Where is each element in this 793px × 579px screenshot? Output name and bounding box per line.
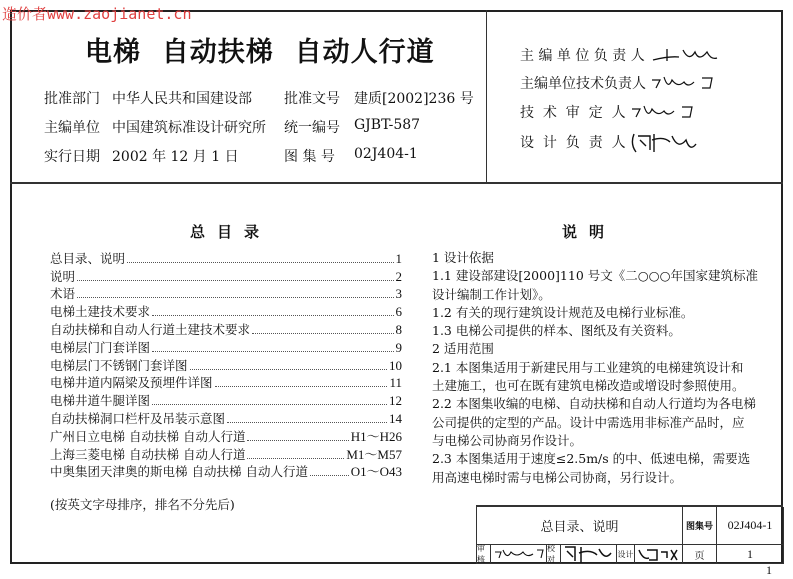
toc-item-page: 11 [389, 375, 402, 391]
toc-item-label: 电梯层门门套详图 [50, 339, 151, 355]
toc-item-page: 12 [389, 393, 402, 409]
signatory-row [520, 101, 700, 123]
dot-leader [215, 386, 388, 387]
header-divider [10, 182, 783, 184]
dot-leader [227, 422, 387, 423]
toc-item-page: 2 [395, 268, 402, 284]
signature-icon [493, 546, 545, 562]
header-vertical-divider [486, 10, 487, 183]
meta-value: 中国建筑标准设计研究所 [112, 120, 266, 136]
explanation-line: 公司提供的定型的产品。设计中需选用非标准产品时，应 [432, 414, 745, 430]
toc-item [50, 463, 402, 481]
toc-item-page: 14 [389, 410, 402, 426]
toc-item-page: 6 [395, 304, 402, 320]
signatory-role: 设 计 负 责 人 [520, 135, 626, 151]
toc-item [50, 445, 402, 463]
toc-item-page: 10 [389, 357, 402, 373]
explanation-heading: 说明 [562, 223, 617, 241]
explanation-line: 设计编制工作计划》。 [432, 286, 551, 302]
meta-value: GJBT-587 [354, 117, 421, 133]
meta-label: 实行日期 [44, 149, 100, 165]
explanation-line: 2.2 本图集收编的电梯、自动扶梯和自动人行道均为各电梯 [432, 396, 756, 412]
signatory-row [520, 44, 719, 66]
signatory-role: 技 术 审 定 人 [520, 105, 626, 121]
toc-item-label: 上海三菱电梯 自动扶梯 自动人行道 [50, 446, 246, 462]
meta-label: 主编单位 [44, 120, 100, 136]
dot-leader [127, 262, 393, 263]
explanation-line: 2 适用范围 [432, 341, 494, 357]
toc-item-label: 电梯井道牛腿详图 [50, 393, 151, 409]
explanation-line: 土建施工，也可在既有建筑电梯改造或增设时参照使用。 [432, 378, 745, 394]
toc-item [50, 338, 402, 356]
toc-item-label: 电梯土建技术要求 [50, 304, 151, 320]
toc-item-label: 自动扶梯洞口栏杆及吊装示意图 [50, 410, 226, 426]
review-label: 审核 [477, 545, 491, 564]
dot-leader [310, 475, 349, 476]
signatory-role: 主 编 单 位 负 责 人 [520, 48, 645, 64]
toc-item-page: H1～H26 [350, 428, 402, 444]
toc-item [50, 391, 402, 409]
dot-leader [247, 458, 344, 459]
explanation-line: 1 设计依据 [432, 250, 494, 265]
toc-item-label: 电梯层门不锈钢门套详图 [50, 357, 188, 373]
meta-label: 统一编号 [284, 120, 340, 136]
signatory-row [520, 130, 700, 154]
toc-item-page: 9 [395, 339, 402, 355]
meta-value: 建质[2002]236 号 [354, 91, 474, 107]
signatory-row [520, 72, 720, 94]
dot-leader [252, 333, 393, 334]
atlas-no: 02J404-1 [717, 507, 784, 545]
signature-icon [637, 546, 681, 562]
explanation-text [432, 249, 777, 487]
toc-item-label: 总目录、说明 [50, 250, 126, 266]
dot-leader [247, 440, 348, 441]
explanation-line: 与电梯公司协商另作设计。 [432, 432, 583, 448]
toc-item [50, 356, 402, 374]
toc-item-label: 电梯井道内隔梁及预埋件详图 [50, 375, 213, 391]
explanation-line: 用高速电梯时需与电梯公司协商，另行设计。 [432, 469, 683, 485]
toc-item [50, 374, 402, 392]
explanation-line: 1.2 有关的现行建筑设计规范及电梯行业标准。 [432, 304, 694, 320]
check-signature [561, 545, 617, 564]
toc-item [50, 320, 402, 338]
watermark: 造价者www.zaojianet.cn [2, 5, 192, 23]
meta-value: 中华人民共和国建设部 [112, 91, 252, 107]
toc-item-label: 自动扶梯和自动人行道土建技术要求 [50, 321, 251, 337]
toc-item [50, 285, 402, 303]
toc-item [50, 427, 402, 445]
explanation-line: 1.3 电梯公司提供的样本、图纸及有关资料。 [432, 323, 681, 339]
toc-heading: 总目录 [190, 223, 272, 241]
meta-label: 图 集 号 [284, 149, 335, 165]
signature-icon [563, 545, 615, 563]
toc-item [50, 267, 402, 285]
page-number: 1 [766, 563, 772, 577]
signature-icon [649, 44, 719, 66]
toc-item [50, 302, 402, 320]
explanation-line: 1.1 建设部建设[2000]110 号文《二○○○年国家建筑标准 [432, 268, 758, 284]
dot-leader [77, 280, 393, 281]
document-title: 电梯 自动扶梯 自动人行道 [85, 37, 435, 68]
title-block [476, 505, 783, 564]
explanation-line: 2.3 本图集适用于速度≤2.5m/s 的中、低速电梯，需要选 [432, 451, 751, 467]
toc-item-page: M1～M57 [346, 446, 402, 462]
toc-item-label: 中奥集团天津奥的斯电梯 自动扶梯 自动人行道 [50, 464, 308, 480]
signature-icon [650, 72, 720, 94]
toc-note: (按英文字母排序，排名不分先后) [50, 497, 235, 512]
toc-item-page: O1～O43 [350, 464, 402, 480]
meta-label: 批准文号 [284, 91, 340, 107]
toc-item-label: 广州日立电梯 自动扶梯 自动人行道 [50, 428, 246, 444]
toc-item-label: 说明 [50, 268, 76, 284]
dot-leader [152, 315, 393, 316]
toc-item [50, 249, 402, 267]
toc-item-page: 8 [395, 321, 402, 337]
check-label: 校对 [547, 545, 561, 564]
meta-value: 2002 年 12 月 1 日 [112, 149, 239, 165]
toc-item [50, 409, 402, 427]
sheet-page-no: 1 [717, 545, 784, 564]
explanation-line: 2.1 本图集适用于新建民用与工业建筑的电梯建筑设计和 [432, 359, 744, 375]
design-label: 设计 [617, 545, 635, 564]
dot-leader [77, 297, 393, 298]
meta-value: 02J404-1 [354, 146, 418, 162]
atlas-no-label: 图集号 [683, 507, 717, 545]
dot-leader [152, 351, 393, 352]
signature-icon [630, 101, 700, 123]
table-of-contents [50, 249, 402, 480]
signature-icon [630, 130, 700, 154]
design-signature [635, 545, 683, 564]
review-signature [491, 545, 547, 564]
toc-item-page: 3 [395, 286, 402, 302]
page-label: 页 [683, 545, 717, 564]
signatory-role: 主编单位技术负责人 [520, 76, 646, 92]
toc-item-page: 1 [395, 250, 402, 266]
toc-item-label: 术语 [50, 286, 76, 302]
dot-leader [190, 369, 387, 370]
meta-label: 批准部门 [44, 91, 100, 107]
dot-leader [152, 404, 387, 405]
sheet-title: 总目录、说明 [477, 507, 683, 545]
